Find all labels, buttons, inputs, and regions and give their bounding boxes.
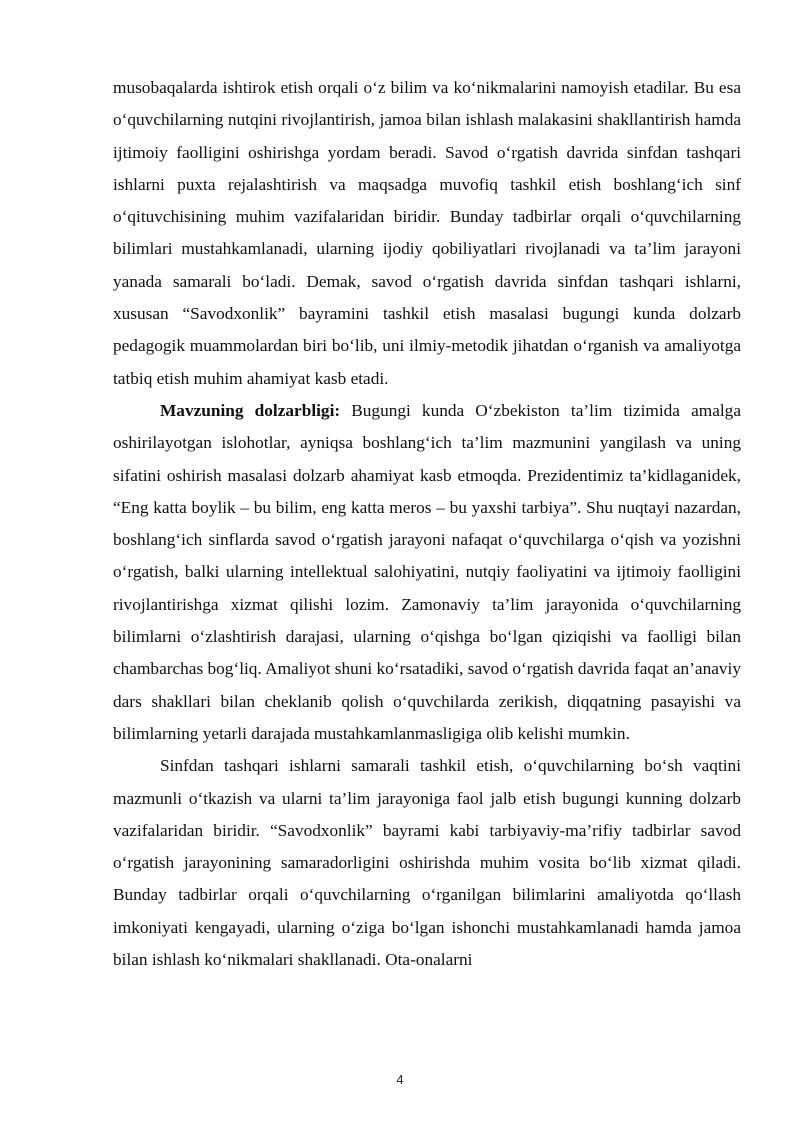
document-page bbox=[113, 72, 741, 976]
paragraph-text: Sinfdan tashqari ishlarni samarali tashkil etish, o‘quvchilarning bo‘sh vaqtini mazmunli o‘tkazish va ularni ta’lim jarayoniga faol jalb etish bugungi kunning dolzarb vazifalaridan biridir. “Savodxonlik” bayrami kabi tarbiyaviy-ma’rifiy tadbirlar savod o‘rgatish jarayonining samaradorligini oshirishda muhim vosita bo‘lib xizmat qiladi. Bunday tadbirlar orqali o‘quvchilarning o‘rganilgan bilimlarini amaliyotda qo‘llash imkoniyati kengayadi, ularning o‘ziga bo‘lgan ishonchi mustahkamlanadi hamda jamoa bilan ishlash ko‘nikmalari shakllanadi. Ota-onalarni bbox=[113, 756, 741, 970]
page-number: 4 bbox=[396, 1072, 404, 1087]
paragraph-relevance bbox=[113, 395, 741, 750]
paragraph-heading: Mavzuning dolzarbligi: bbox=[160, 400, 341, 420]
paragraph-text: musobaqalarda ishtirok etish orqali o‘z bilim va ko‘nikmalarini namoyish etadilar. Bu esa o‘quvchilarning nutqini rivojlantirish, jamoa bilan ishlash malakasini shakllantirish hamda ijtimoiy faolligini oshirishga yordam beradi. Savod o‘rgatish davrida sinfdan tashqari ishlarni puxta rejalashtirish va maqsadga muvofiq tashkil etish boshlang‘ich sinf o‘qituvchisining muhim vazifalaridan biridir. Bunday tadbirlar orqali o‘quvchilarning bilimlari mustahkamlanadi, ularning ijodiy qobiliyatlari rivojlanadi va ta’lim jarayoni yanada samarali bo‘ladi. Demak, savod o‘rgatish davrida sinfdan tashqari ishlarni, xususan “Savodxonlik” bayramini tashkil etish masalasi bugungi kunda dolzarb pedagogik muammolardan biri bo‘lib, uni ilmiy-metodik jihatdan o‘rganish va amaliyotga tatbiq etish muhim ahamiyat kasb etadi. bbox=[113, 78, 741, 388]
paragraph-continuation bbox=[113, 72, 741, 395]
paragraph-text: Bugungi kunda O‘zbekiston ta’lim tizimida amalga oshirilayotgan islohotlar, ayniqsa boshlang‘ich ta’lim mazmunini yangilash va uning sifatini oshirish masalasi dolzarb ahamiyat kasb etmoqda. Prezidentimiz ta’kidlaganidek, “Eng katta boylik – bu bilim, eng katta meros – bu yaxshi tarbiya”. Shu nuqtayi nazardan, boshlang‘ich sinflarda savod o‘rgatish jarayoni nafaqat o‘quvchilarga o‘qish va yozishni o‘rgatish, balki ularning intellektual salohiyatini, nutqiy faoliyatini va ijtimoiy faolligini rivojlantirishga xizmat qilishi lozim. Zamonaviy ta’lim jarayonida o‘quvchilarning bilimlarni o‘zlashtirish darajasi, ularning o‘qishga bo‘lgan qiziqishi va faolligi bilan chambarchas bog‘liq. Amaliyot shuni ko‘rsatadiki, savod o‘rgatish davrida faqat an’anaviy dars shakllari bilan cheklanib qolish o‘quvchilarda zerikish, diqqatning pasayishi va bilimlarning yetarli darajada mustahkamlanmasligiga olib kelishi mumkin. bbox=[113, 400, 741, 743]
paragraph-extracurricular bbox=[113, 750, 741, 976]
